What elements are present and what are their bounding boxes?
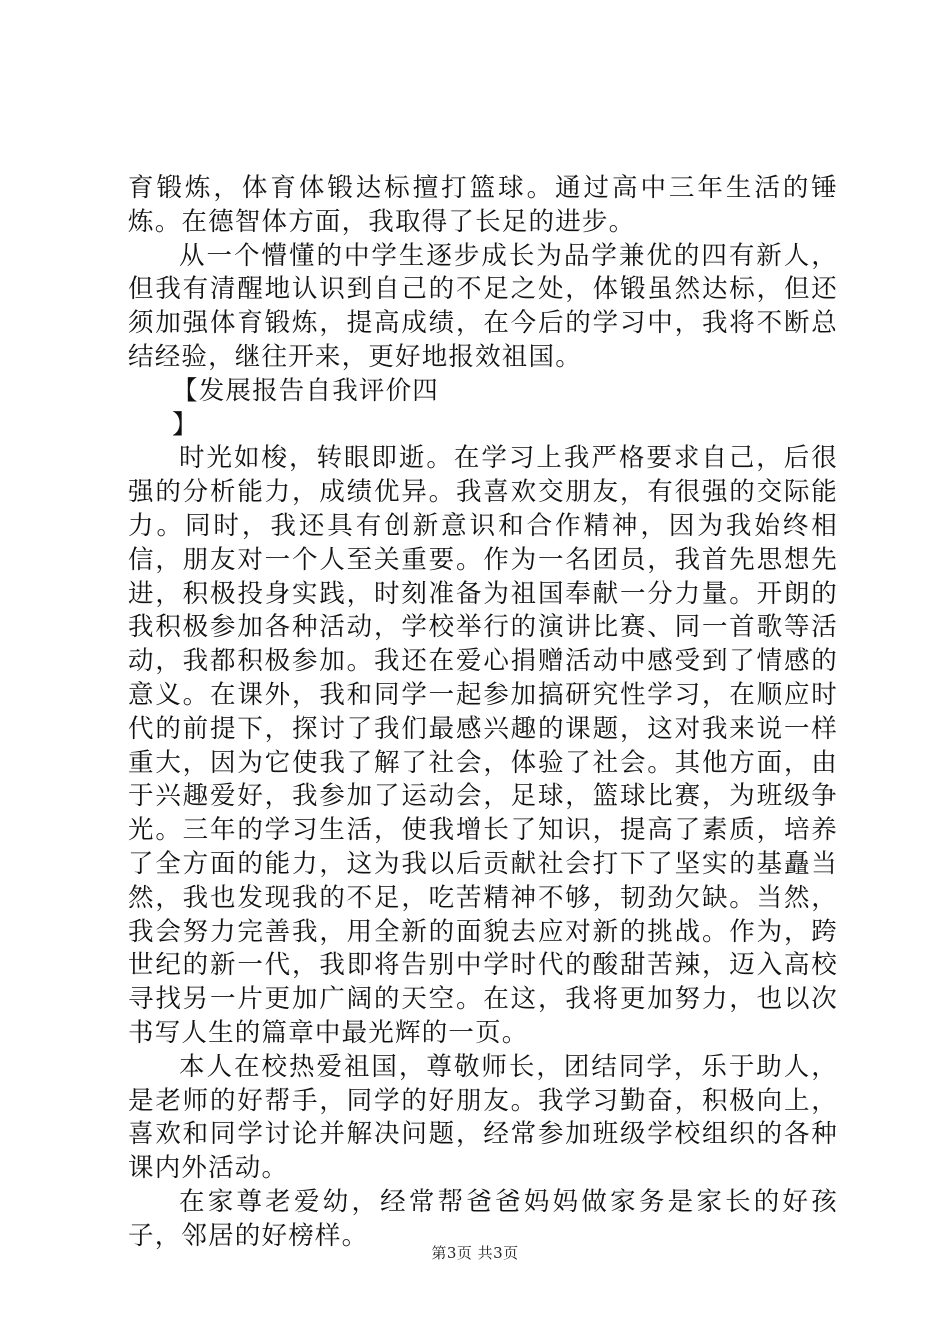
- section-heading: 【发展报告自我评价四: [172, 375, 440, 406]
- paragraph-continuation: 育锻炼，体育体锻达标擅打篮球。通过高中三年生活的锤炼。在德智体方面，我取得了长足的进步。: [128, 173, 838, 237]
- paragraph-home-conduct: 在家尊老爱幼，经常帮爸爸妈妈做家务是家长的好孩子，邻居的好榜样。: [128, 1186, 838, 1251]
- document-body: [128, 172, 838, 1254]
- paragraph-school-conduct: 本人在校热爱祖国，尊敬师长，团结同学，乐于助人，是老师的好帮手，同学的好朋友。我学习勤奋，积极向上，喜欢和同学讨论并解决问题，经常参加班级学校组织的各种课内外活动。: [128, 1051, 838, 1184]
- paragraph-self-evaluation: 时光如梭，转眼即逝。在学习上我严格要求自己，后很强的分析能力，成绩优异。我喜欢交朋友，有很强的交际能力。同时，我还具有创新意识和合作精神，因为我始终相信，朋友对一个人至关重要。作为一名团员，我首先思想先进，积极投身实践，时刻准备为祖国奉献一分力量。开朗的我积极参加各种活动，学校举行的演讲比赛、同一首歌等活动，我都积极参加。我还在爱心捐赠活动中感受到了情感的意义。在课外，我和同学一起参加搞研究性学习，在顺应时代的前提下，探讨了我们最感兴趣的课题，这对我来说一样重大，因为它使我了解了社会，体验了社会。其他方面，由于兴趣爱好，我参加了运动会，足球，篮球比赛，为班级争光。三年的学习生活，使我增长了知识，提高了素质，培养了全方面的能力，这为我以后贡献社会打下了坚实的基矗当然，我也发现我的不足，吃苦精神不够，韧劲欠缺。当然，我会努力完善我，用全新的面貌去应对新的挑战。作为，跨世纪的新一代，我即将告别中学时代的酸甜苦辣，迈入高校寻找另一片更加广阔的天空。在这，我将更加努力，也以次书写人生的篇章中最光辉的一页。: [128, 443, 838, 1048]
- page-number-footer: 第3页 共3页: [431, 1244, 519, 1262]
- paragraph-reflection: 从一个懵懂的中学生逐步成长为品学兼优的四有新人，但我有清醒地认识到自己的不足之处，体锻虽然达标，但还须加强体育锻炼，提高成绩，在今后的学习中，我将不断总结经验，继往开来，更好地报效祖国。: [128, 240, 838, 372]
- section-heading-bracket: 】: [172, 409, 199, 440]
